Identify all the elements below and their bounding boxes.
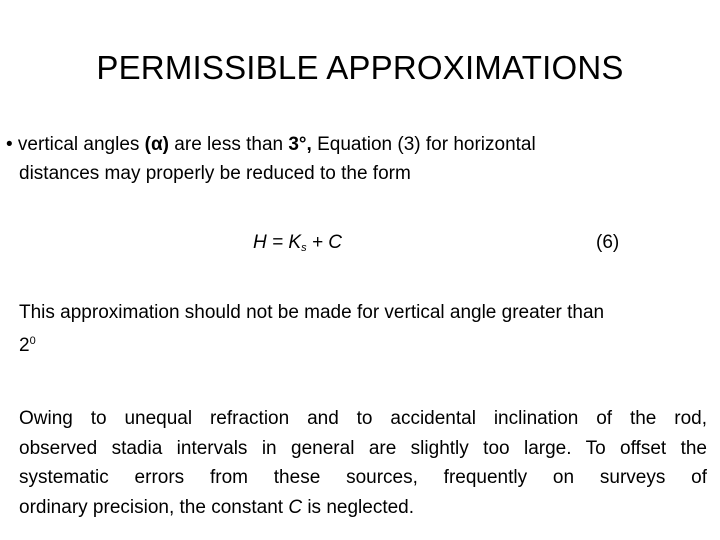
equation (253, 228, 342, 263)
approximation-line-2 (19, 327, 709, 360)
constant-c: C (288, 496, 303, 518)
angle-value: 3°, (288, 134, 312, 155)
bullet-mark: • (6, 134, 13, 155)
approximation-paragraph (19, 298, 709, 360)
slide-title: PERMISSIBLE APPROXIMATIONS (96, 49, 624, 86)
refraction-line-1: Owing to unequal refraction and to accidental inclination of the rod, (19, 408, 707, 429)
bullet-text-3: Equation (3) for horizontal (311, 134, 536, 155)
refraction-line-4-b: is neglected. (302, 496, 415, 518)
refraction-line-3: systematic errors from these sources, frequently on surveys of (19, 467, 707, 488)
equation-number: (6) (596, 232, 620, 253)
approximation-line-1: This approximation should not be made for vertical angle greater than (19, 302, 605, 323)
angle-base: 2 (19, 335, 30, 356)
refraction-paragraph (19, 404, 707, 522)
equation-row (0, 228, 720, 258)
equation-lhs: H = K (253, 232, 302, 253)
bullet-text-1: vertical angles (12, 134, 145, 155)
alpha-symbol: (α) (144, 134, 170, 155)
equation-rhs: + C (306, 232, 342, 253)
refraction-line-2: observed stadia intervals in general are slightly too large. To offset the (19, 437, 707, 459)
refraction-line-4-a: ordinary precision, the constant (19, 496, 289, 518)
equation-subscript: s (301, 242, 307, 254)
bullet-line-1 (6, 130, 536, 159)
bullet-line-2: distances may properly be reduced to the form (19, 163, 411, 184)
angle-superscript: 0 (29, 335, 36, 347)
bullet-text-2: are less than (169, 134, 289, 155)
refraction-line-4 (19, 493, 707, 523)
